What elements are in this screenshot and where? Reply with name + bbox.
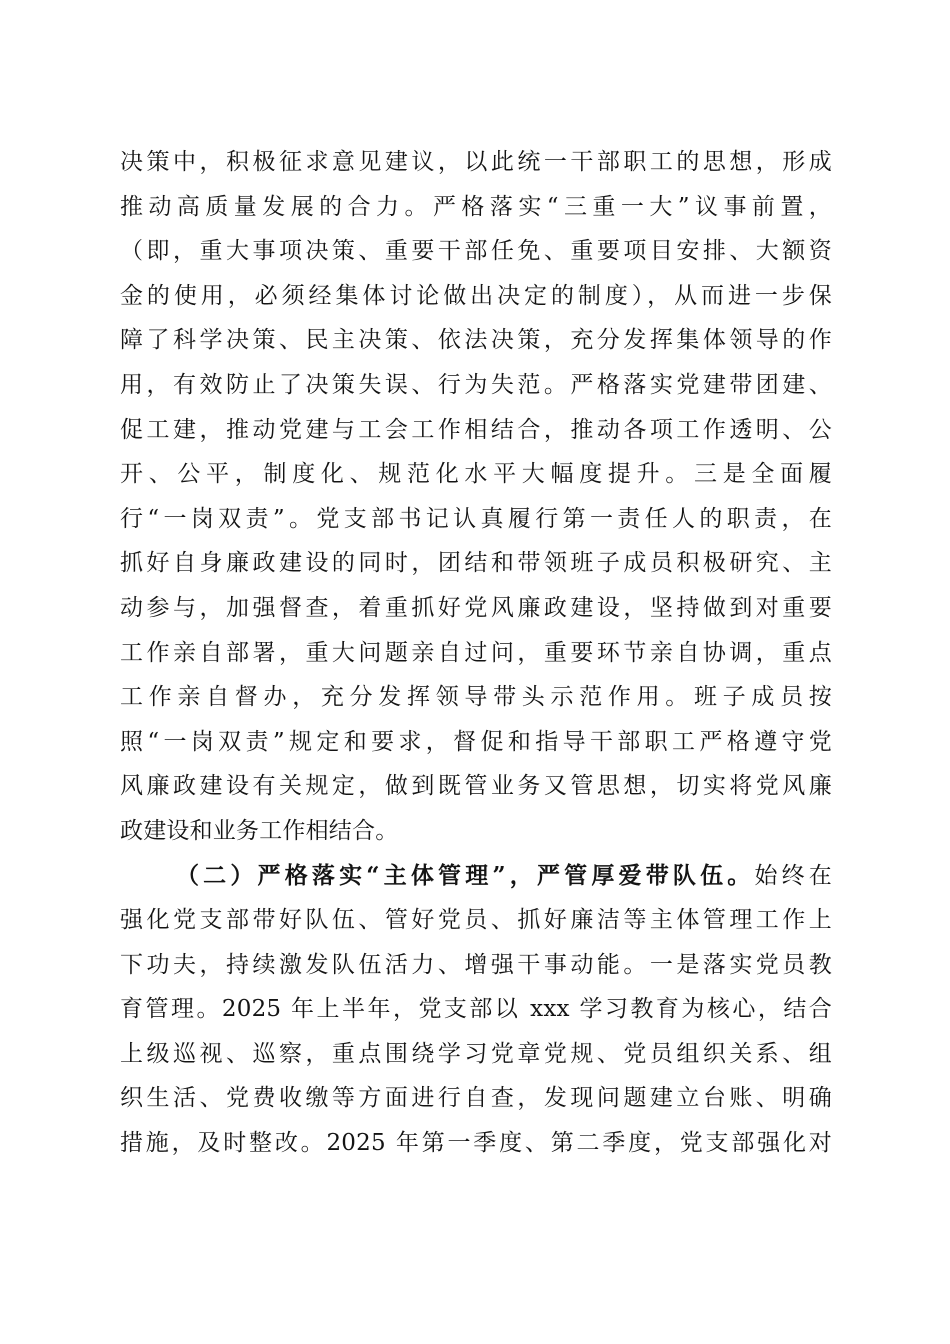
- paragraph-decision-making: [120, 140, 832, 854]
- text-line: 障了科学决策、民主决策、依法决策，充分发挥集体领导的作: [120, 327, 832, 354]
- text-line: 金的使用，必须经集体讨论做出决定的制度），从而进一步保: [120, 282, 832, 309]
- text-line: 下功夫，持续激发队伍活力、增强干事动能。一是落实党员教: [120, 951, 832, 978]
- text-line: 促工建，推动党建与工会工作相结合，推动各项工作透明、公: [120, 416, 832, 443]
- text-line: 上级巡视、巡察，重点围绕学习党章党规、党员组织关系、组: [120, 1040, 832, 1067]
- text-line: 育管理。2025 年上半年，党支部以 xxx 学习教育为核心，结合: [120, 996, 832, 1023]
- text-line: 措施，及时整改。2025 年第一季度、第二季度，党支部强化对: [120, 1130, 832, 1157]
- text-line: 动参与，加强督查，着重抓好党风廉政建设，坚持做到对重要: [120, 594, 832, 621]
- text-line: 照“一岗双责”规定和要求，督促和指导干部职工严格遵守党: [120, 728, 832, 755]
- heading-tail-text: 始终在: [754, 862, 832, 889]
- document-page: [120, 140, 832, 1166]
- section-heading: （二）严格落实“主体管理”，严管厚爱带队伍。: [176, 861, 755, 889]
- text-line: 政建设和业务工作相结合。: [120, 817, 399, 844]
- section-heading-line: [120, 854, 832, 899]
- text-line: 风廉政建设有关规定，做到既管业务又管思想，切实将党风廉: [120, 773, 832, 800]
- text-line: （即，重大事项决策、重要干部任免、重要项目安排、大额资: [120, 238, 832, 265]
- text-line: 织生活、党费收缴等方面进行自查，发现问题建立台账、明确: [120, 1085, 832, 1112]
- text-line: 用，有效防止了决策失误、行为失范。严格落实党建带团建、: [120, 371, 832, 398]
- paragraph-subject-management: [120, 854, 832, 1166]
- text-line: 决策中，积极征求意见建议，以此统一干部职工的思想，形成: [120, 149, 832, 175]
- text-line: 工作亲自督办，充分发挥领导带头示范作用。班子成员按: [120, 684, 832, 711]
- text-line: 抓好自身廉政建设的同时，团结和带领班子成员积极研究、主: [120, 550, 832, 577]
- text-line: 行“一岗双责”。党支部书记认真履行第一责任人的职责，在: [120, 505, 832, 532]
- text-line: 推动高质量发展的合力。严格落实“三重一大”议事前置，: [120, 193, 832, 220]
- text-line: 开、公平，制度化、规范化水平大幅度提升。三是全面履: [120, 461, 832, 488]
- text-line: 强化党支部带好队伍、管好党员、抓好廉洁等主体管理工作上: [120, 907, 832, 934]
- text-line: 工作亲自部署，重大问题亲自过问，重要环节亲自协调，重点: [120, 639, 832, 666]
